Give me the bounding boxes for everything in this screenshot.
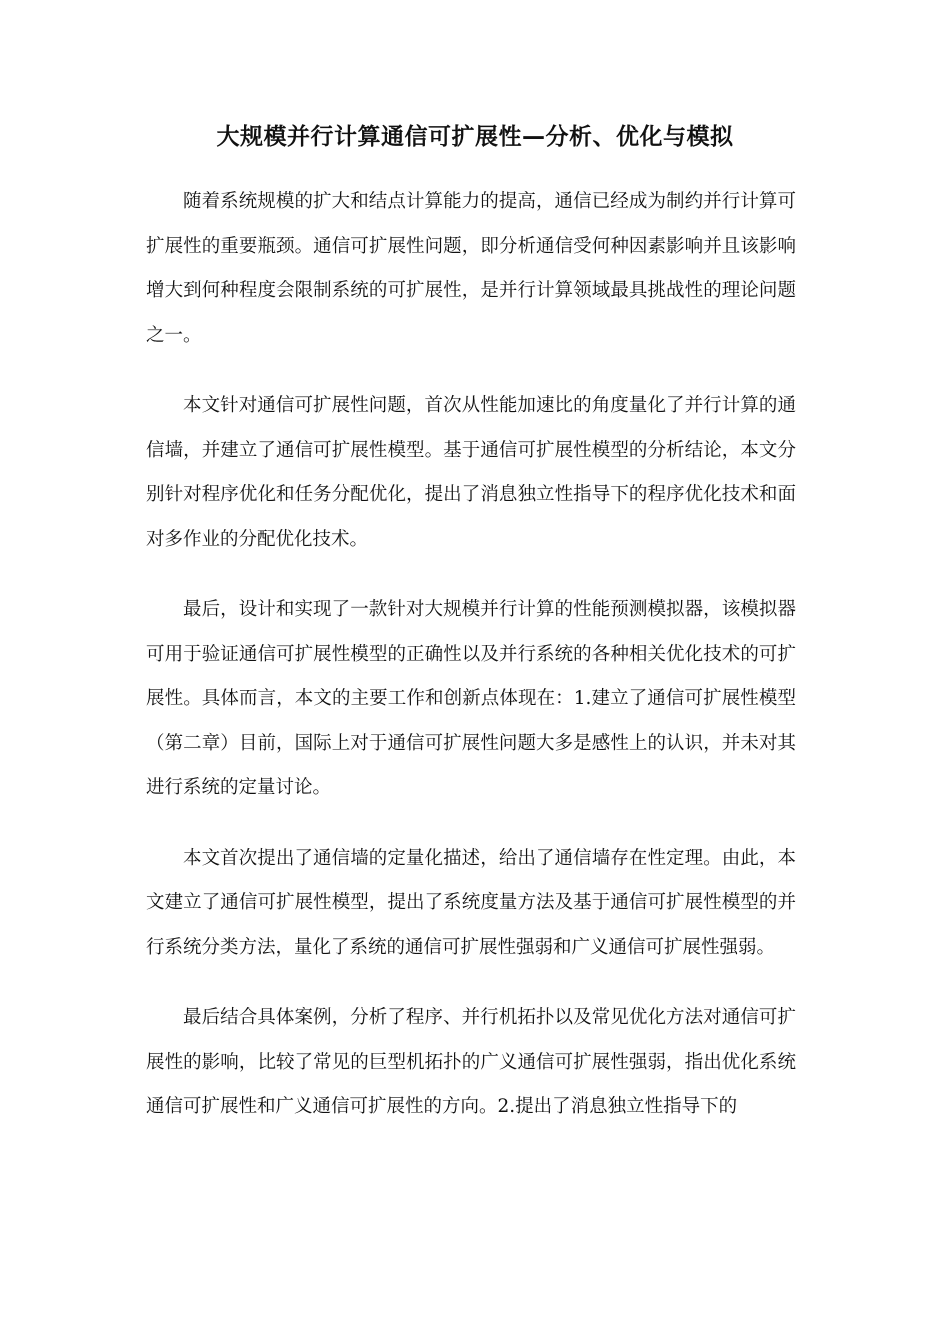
paragraph-1: 随着系统规模的扩大和结点计算能力的提高，通信已经成为制约并行计算可扩展性的重要瓶颈。通信可扩展性问题，即分析通信受何种因素影响并且该影响增大到何种程度会限制系统的可扩展性，是并行计算领域最具挑战性的理论问题之一。 bbox=[146, 191, 796, 346]
document-body bbox=[146, 180, 796, 1156]
paragraph-3: 最后，设计和实现了一款针对大规模并行计算的性能预测模拟器，该模拟器可用于验证通信可扩展性模型的正确性以及并行系统的各种相关优化技术的可扩展性。具体而言，本文的主要工作和创新点体现在：1.建立了通信可扩展性模型（第二章）目前，国际上对于通信可扩展性问题大多是感性上的认识，并未对其进行系统的定量讨论。 bbox=[146, 599, 796, 798]
paragraph-4: 本文首次提出了通信墙的定量化描述，给出了通信墙存在性定理。由此，本文建立了通信可扩展性模型，提出了系统度量方法及基于通信可扩展性模型的并行系统分类方法，量化了系统的通信可扩展性强弱和广义通信可扩展性强弱。 bbox=[146, 847, 796, 958]
document-title: 大规模并行计算通信可扩展性—分析、优化与模拟 bbox=[216, 124, 734, 150]
paragraph-5: 最后结合具体案例，分析了程序、并行机拓扑以及常见优化方法对通信可扩展性的影响，比较了常见的巨型机拓扑的广义通信可扩展性强弱，指出优化系统通信可扩展性和广义通信可扩展性的方向。2.提出了消息独立性指导下的 bbox=[146, 1007, 796, 1117]
paragraph-2: 本文针对通信可扩展性问题，首次从性能加速比的角度量化了并行计算的通信墙，并建立了通信可扩展性模型。基于通信可扩展性模型的分析结论，本文分别针对程序优化和任务分配优化，提出了消息独立性指导下的程序优化技术和面对多作业的分配优化技术。 bbox=[146, 395, 796, 550]
